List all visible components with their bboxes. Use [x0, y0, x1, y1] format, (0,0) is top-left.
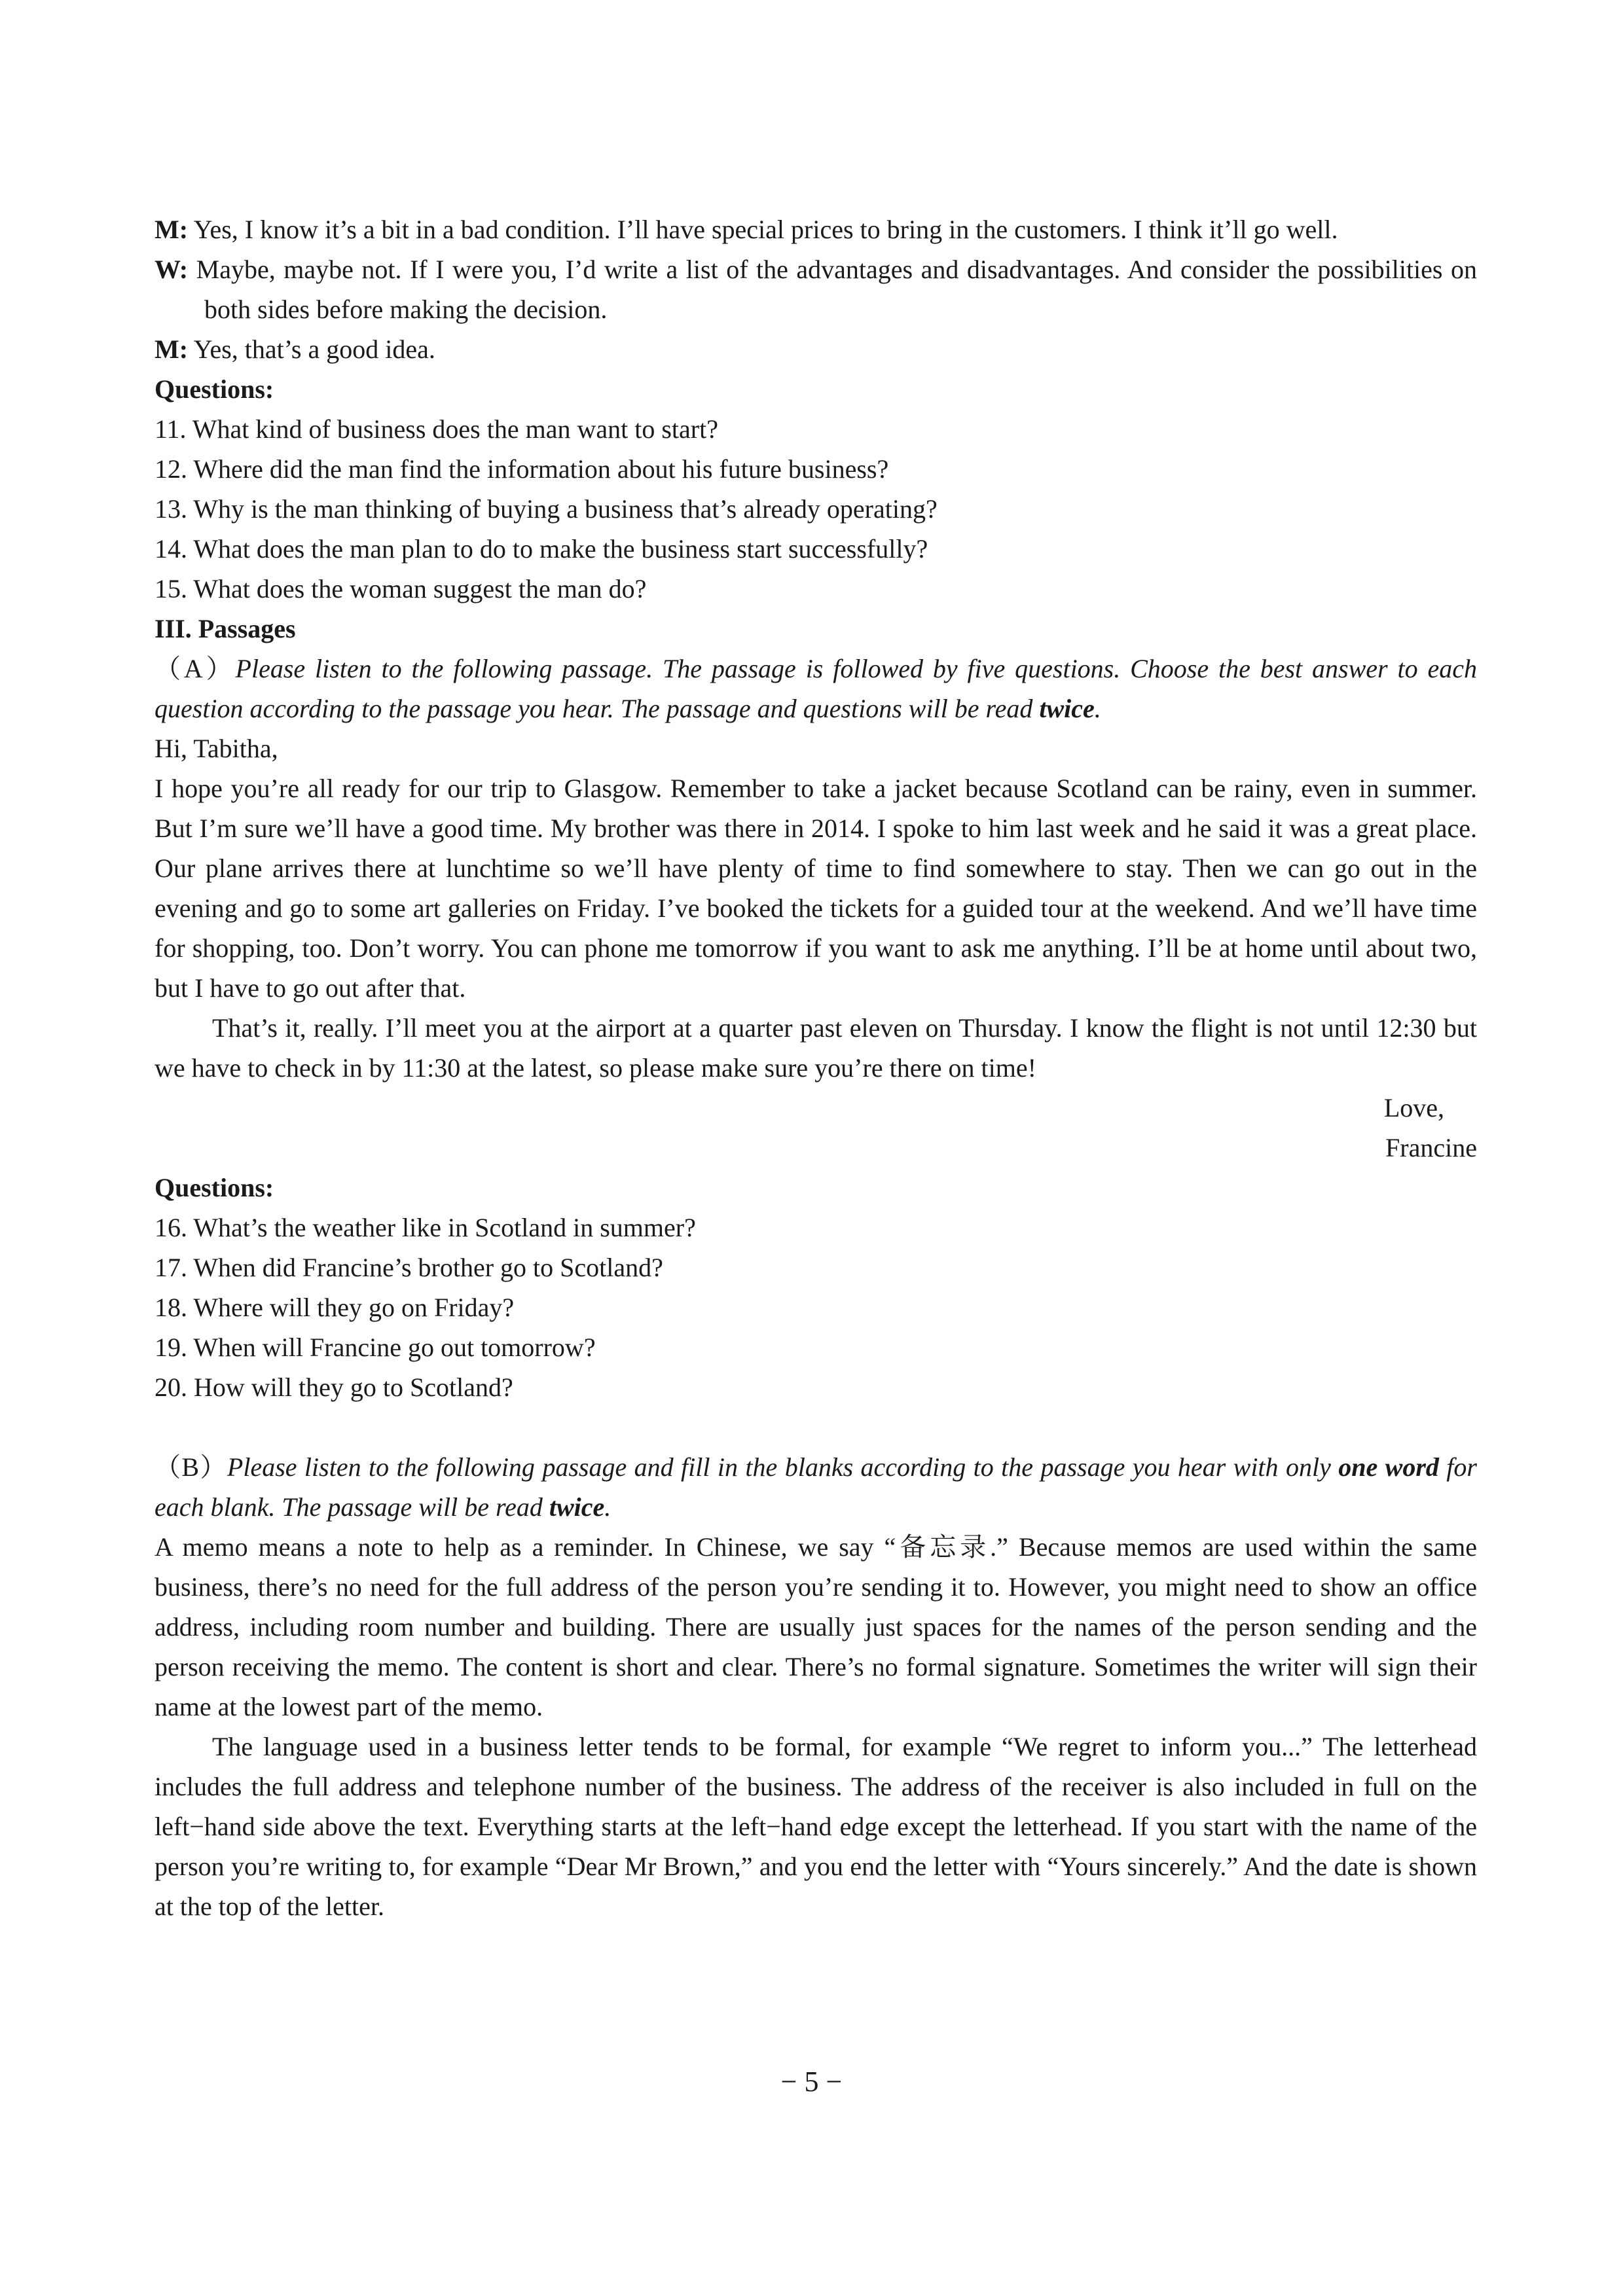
dialogue-line — [155, 249, 1477, 329]
passage-paragraph: The language used in a business letter tends to be formal, for example “We regret to inform you...” The letterhead includes the full address and telephone number of the business. The address of the receiver is also included in full on the left−hand side above the text. Everything starts at the left−hand edge except the letterhead. If you start with the name of the person you’re writing to, for example “Dear Mr Brown,” and you end the letter with “Yours sincerely.” And the date is shown at the top of the letter. — [155, 1732, 1477, 1921]
instruction-text: . — [1094, 694, 1101, 723]
instruction-emphasis: twice — [549, 1492, 605, 1522]
question-item: 20. How will they go to Scotland? — [155, 1372, 513, 1402]
speaker-label: W: — [155, 255, 189, 284]
questions-heading: Questions: — [155, 1173, 274, 1202]
question-item: 12. Where did the man find the information about his future business? — [155, 454, 889, 484]
spacer — [155, 1407, 1477, 1447]
instruction-text: . — [604, 1492, 611, 1522]
question-item: 13. Why is the man thinking of buying a business that’s already operating? — [155, 494, 938, 524]
question-item: 19. When will Francine go out tomorrow? — [155, 1333, 596, 1362]
question-item: 16. What’s the weather like in Scotland in summer? — [155, 1213, 696, 1242]
question-item: 18. Where will they go on Friday? — [155, 1293, 515, 1322]
letter-closing: Love, — [1383, 1093, 1444, 1122]
dialogue-text: Maybe, maybe not. If I were you, I’d write a list of the advantages and disadvantages. And consider the possibilities on both sides before making the decision. — [196, 255, 1478, 324]
letter-paragraph: That’s it, really. I’ll meet you at the airport at a quarter past eleven on Thursday. I know the flight is not until 12:30 but we have to check in by 11:30 at the latest, so please make sure you’re there on time! — [155, 1013, 1477, 1083]
section-heading: III. Passages — [155, 614, 296, 643]
speaker-label: M: — [155, 334, 189, 364]
dialogue-text: Yes, that’s a good idea. — [193, 334, 435, 364]
questions-heading: Questions: — [155, 374, 274, 404]
question-item: 17. When did Francine’s brother go to Scotland? — [155, 1253, 663, 1282]
instruction-text: for each blank. The passage will be read — [155, 1452, 1477, 1522]
question-item: 11. What kind of business does the man want to start? — [155, 414, 718, 444]
passage-paragraph: A memo means a note to help as a reminder. In Chinese, we say “备忘录.” Because memos are used within the same business, there’s no need for the full address of the person you’re sending it to. However, you might need to show an office address, including room number and building. There are usually just spaces for the names of the person sending and the person receiving the memo. The content is short and clear. There’s no formal signature. Sometimes the writer will sign their name at the lowest part of the memo. — [155, 1532, 1477, 1721]
dialogue-line — [155, 329, 1477, 369]
dialogue-line — [155, 209, 1477, 249]
part-a-label: （A） — [155, 654, 236, 683]
instruction-text: Please listen to the following passage. The passage is followed by five questions. Choose the best answer to each question according to the passage you hear. The passage and questions will be read — [155, 654, 1477, 723]
part-b-instruction — [155, 1447, 1477, 1527]
speaker-label: M: — [155, 215, 189, 244]
instruction-text: Please listen to the following passage and fill in the blanks according to the passage you hear with only — [227, 1452, 1339, 1482]
instruction-emphasis: twice — [1039, 694, 1095, 723]
page-number: − 5 − — [780, 2066, 843, 2098]
question-item: 14. What does the man plan to do to make the business start successfully? — [155, 534, 928, 564]
document-body — [155, 209, 1477, 1926]
instruction-emphasis: one word — [1338, 1452, 1439, 1482]
dialogue-text: Yes, I know it’s a bit in a bad condition. I’ll have special prices to bring in the customers. I think it’ll go well. — [193, 215, 1338, 244]
letter-signature: Francine — [1385, 1133, 1477, 1162]
letter-paragraph: I hope you’re all ready for our trip to Glasgow. Remember to take a jacket because Scotland can be rainy, even in summer. But I’m sure we’ll have a good time. My brother was there in 2014. I spoke to him last week and he said it was a great place. Our plane arrives there at lunchtime so we’ll have plenty of time to find somewhere to stay. Then we can go out in the evening and go to some art galleries on Friday. I’ve booked the tickets for a guided tour at the weekend. And we’ll have time for shopping, too. Don’t worry. You can phone me tomorrow if you want to ask me anything. I’ll be at home until about two, but I have to go out after that. — [155, 774, 1477, 1003]
part-a-instruction — [155, 649, 1477, 728]
letter-greeting: Hi, Tabitha, — [155, 734, 278, 763]
part-b-label: （B） — [155, 1452, 227, 1482]
question-item: 15. What does the woman suggest the man do? — [155, 574, 647, 603]
